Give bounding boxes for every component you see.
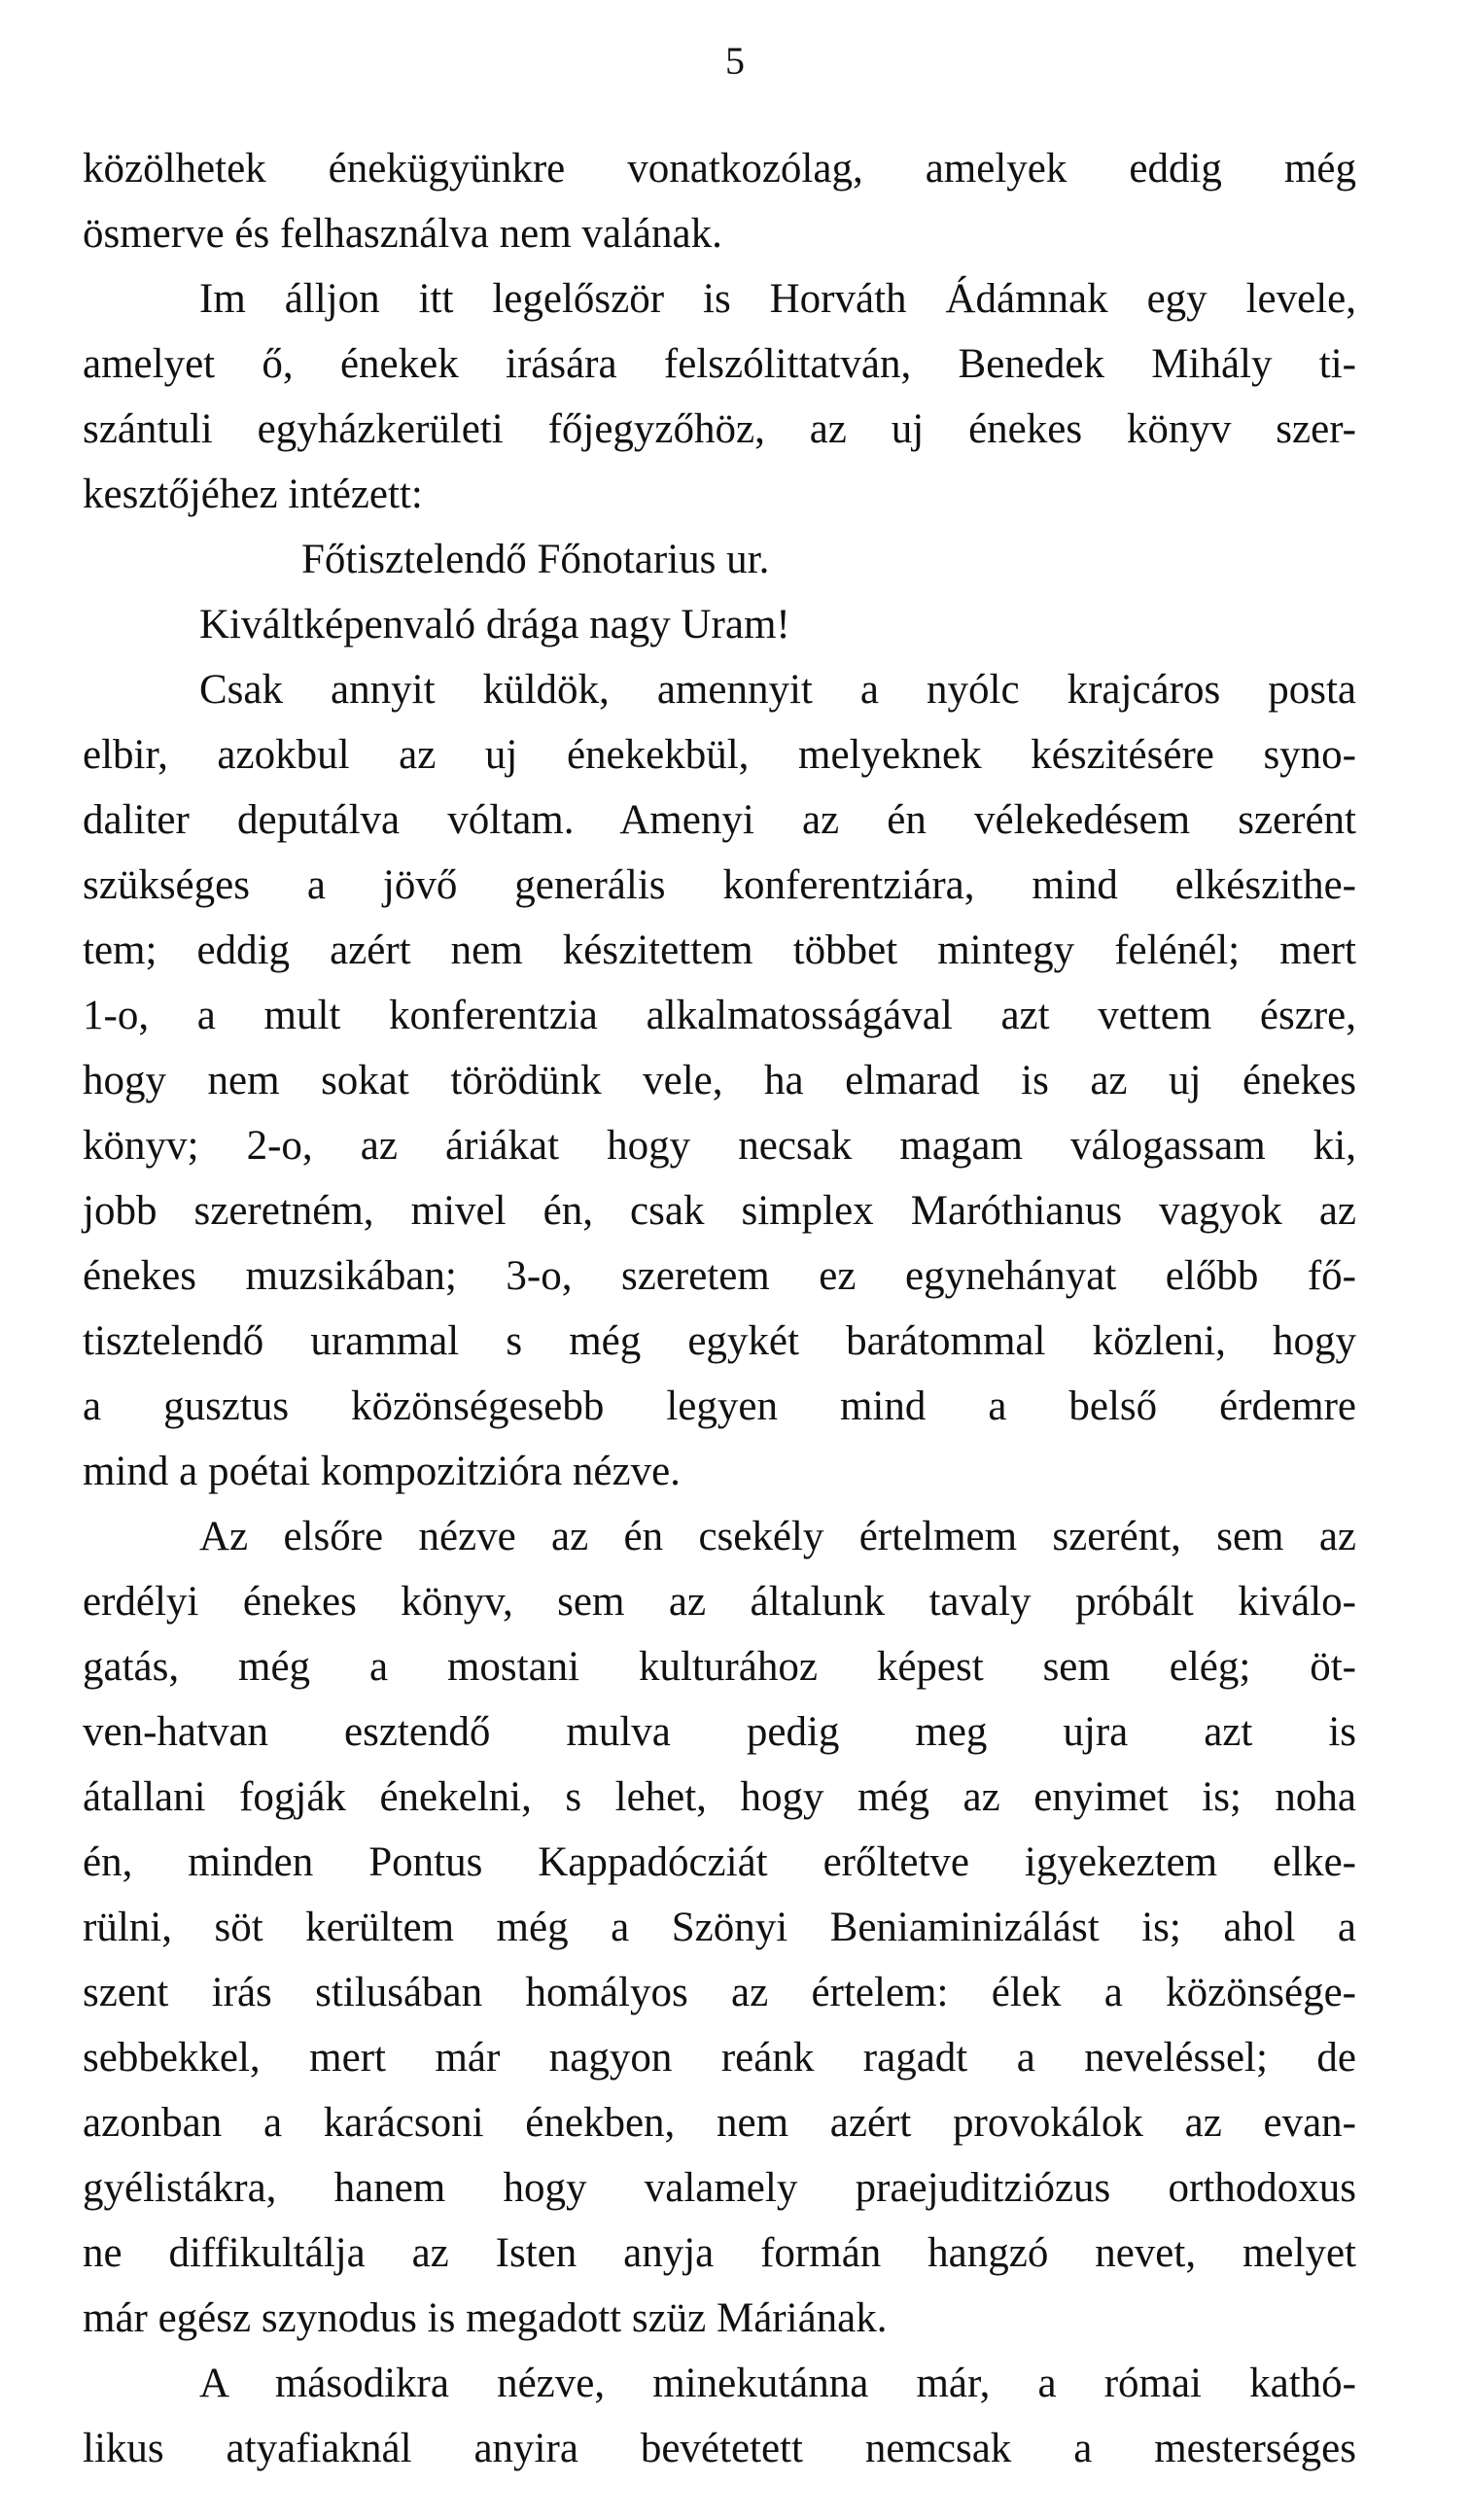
text-line: könyv; 2-o, az áriákat hogy necsak magam válogassam ki, [83,1123,1356,1169]
text-line: mind a poétai kompozitzióra nézve. [83,1449,681,1494]
text-line: már egész szynodus is megadott szüz Máriának. [83,2295,888,2341]
text-line: erdélyi énekes könyv, sem az általunk tavaly próbált kiválo- [83,1579,1356,1625]
text-line: daliter deputálva vóltam. Amenyi az én vélekedésem szerént [83,797,1356,843]
text-line: Csak annyit küldök, amennyit a nyólc krajcáros posta [199,667,1356,713]
text-line: tisztelendő urammal s még egykét barátommal közleni, hogy [83,1318,1356,1364]
salutation-line: Kiváltképenvaló drága nagy Uram! [199,602,790,648]
text-line: ne diffikultálja az Isten anyja formán hangzó nevet, melyet [83,2230,1356,2276]
text-line: szent irás stilusában homályos az értelem: élek a közönsége- [83,1970,1356,2015]
text-line: ven-hatvan esztendő mulva pedig meg ujra azt is [83,1709,1356,1755]
text-line: azonban a karácsoni énekben, nem azért provokálok az evan- [83,2100,1356,2146]
text-line: átallani fogják énekelni, s lehet, hogy még az enyimet is; noha [83,1774,1356,1820]
text-line: elbir, azokbul az uj énekekbül, melyeknek készitésére syno- [83,732,1356,778]
text-line: én, minden Pontus Kappadócziát erőltetve igyekeztem elke- [83,1839,1356,1885]
text-line: A másodikra nézve, minekutánna már, a római kathó- [199,2361,1356,2406]
text-line: ösmerve és felhasználva nem valának. [83,211,722,257]
text-line: sebbekkel, mert már nagyon reánk ragadt a neveléssel; de [83,2035,1356,2081]
text-line: gyélistákra, hanem hogy valamely praejuditziózus orthodoxus [83,2165,1356,2211]
text-line: jobb szeretném, mivel én, csak simplex Maróthianus vagyok az [83,1188,1356,1234]
body-text [83,136,1356,2481]
salutation-line: Főtisztelendő Főnotarius ur. [301,537,770,582]
text-line: 1-o, a mult konferentzia alkalmatosságával azt vettem észre, [83,993,1356,1038]
text-line: tem; eddig azért nem készitettem többet mintegy felénél; mert [83,928,1356,973]
text-line: énekes muzsikában; 3-o, szeretem ez egynehányat előbb fő- [83,1253,1356,1299]
text-line: kesztőjéhez intézett: [83,472,423,517]
page-number: 5 [725,39,745,83]
text-line: közölhetek énekügyünkre vonatkozólag, amelyek eddig még [83,146,1356,192]
text-line: Im álljon itt legelőször is Horváth Ádámnak egy levele, [199,276,1356,322]
text-line: hogy nem sokat törödünk vele, ha elmarad is az uj énekes [83,1058,1356,1103]
text-line: szántuli egyházkerületi főjegyzőhöz, az uj énekes könyv szer- [83,406,1356,452]
text-line: a gusztus közönségesebb legyen mind a belső érdemre [83,1383,1356,1429]
text-line: szükséges a jövő generális konferentziára, mind elkészithe- [83,862,1356,908]
text-line: likus atyafiaknál anyira bevétetett nemcsak a mesterséges [83,2426,1356,2471]
text-line: rülni, söt kerültem még a Szönyi Beniaminizálást is; ahol a [83,1905,1356,1950]
text-line: gatás, még a mostani kulturához képest sem elég; öt- [83,1644,1356,1690]
text-line: Az elsőre nézve az én csekély értelmem szerént, sem az [199,1514,1356,1559]
text-line: amelyet ő, énekek irására felszólittatván, Benedek Mihály ti- [83,341,1356,387]
